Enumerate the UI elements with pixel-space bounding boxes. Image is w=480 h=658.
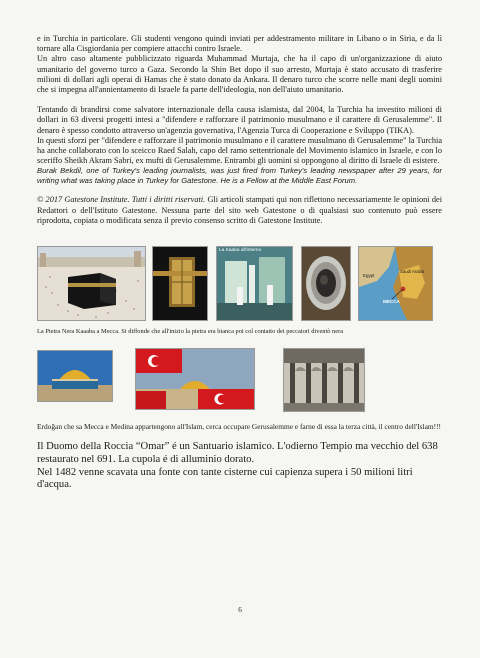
page-number: 6 <box>238 606 242 614</box>
document-page <box>37 34 442 492</box>
cistern-description: Nel 1482 venne scavata una fonte con tante cisterne cui capienza supera i 50 milioni litri d'acqua. <box>37 466 413 491</box>
photo-row-jerusalem <box>37 348 442 410</box>
photo-caption-jerusalem: Erdoğan che sa Mecca e Medina appartengono all'Islam, cerca occupare Gerusalemme e farne di essa la terza città, il centro dell'Islam!!! <box>37 422 442 432</box>
paragraph: Tentando di brandirsi come salvatore internazionale della causa islamista, dal 2004, la Turchia ha investito milioni di dollari in 63 diversi progetti intesi a "difendere e rafforzare il patrimonio musulmano e il carattere di Gerusalemme". Il denaro è spesso condotto attraverso un'agenzia governativa, l'Agenzia Turca di Cooperazione e Sviluppo (TIKA). <box>37 105 442 135</box>
paragraph: Un altro caso altamente pubblicizzato riguarda Muhammad Murtaja, che ha il capo di un'organizzazione di aiuto umanitario del governo turco a Gaza. Secondo la Shin Bet dopo il suo arresto, Murtaja è stato accusato di trasferire milioni di dollari agli operai di Hamas che è stato donato da Ankara. Il denaro turco che scorre nelle mani degli uomini che si impegna all'annientamento di Israele fa parte dell'ideologia, non dell'aiuto umanitario. <box>37 54 442 95</box>
paragraph: In questi sforzi per "difendere e rafforzare il patrimonio musulmano e il carattere musulmano di Gerusalemme" la Turchia ha anche collaborato con lo sceicco Raed Salah, capo del ramo settentrionale del Movimento islamico in Israele, e con lo sceriffo Sheikh Akram Sabri, ex mufti di Gerusalemme. Entrambi gli uomini si oppongono al diritto di Israele di esistere. <box>37 135 442 166</box>
map-label-mecca: MECCA <box>383 299 400 305</box>
mecca-map <box>358 246 433 321</box>
photo-caption-mecca: La Pietra Nera Kaaaba a Mecca. Si diffonde che all'inizio la pietra era bianca poi col contatto dei peccatori diventò nera <box>37 328 344 336</box>
author-byline: Burak Bekdil, one of Turkey's leading journalists, was just fired from Turkey's leading newspaper after 29 years, for writing what was taking place in Turkey for Gatestone. He is a Fellow at the Middle East Forum. <box>37 166 442 186</box>
photo-row-mecca <box>37 246 442 321</box>
kaaba-interior-photo <box>216 246 293 321</box>
kaaba-door-photo <box>152 246 208 321</box>
map-label-saudi-arabia: Saudi Arabia <box>400 269 425 275</box>
paragraph: e in Turchia in particolare. Gli studenti vengono quindi inviati per addestramento militare in Libano o in Siria, e da lì tornare alla Cisgiordania per compiere attacchi contro Israele. <box>37 34 442 54</box>
dome-of-the-rock-photo <box>37 350 113 402</box>
kaaba-crowd-photo <box>37 246 146 321</box>
erdogan-flags-photo <box>135 348 255 410</box>
dome-interior-photo <box>283 348 365 412</box>
photo-label: La Kaaba all'interno <box>219 248 262 254</box>
copyright-text: Gli articoli stampati qui non riflettono necessariamente le opinioni dei Redattori o dell'Istituto Gatestone. Nessuna parte del sito web Gatestone o di qualsiasi suo contenuto può essere riprodotta, copiata o modificata senza il previo consenso scritto di Gatestone Institute. <box>37 195 443 225</box>
copyright-lead: © 2017 Gatestone Institute. Tutti i diritti riservati. <box>37 195 206 205</box>
dome-description: Il Duomo della Roccia “Omar” é un Santuario islamico. L'odierno Tempio ma vecchio del 638 restaurato nel 691. La cupola é di alluminio dorato. <box>37 441 438 466</box>
black-stone-photo <box>301 246 351 321</box>
map-label-egypt: Egypt <box>363 273 375 279</box>
copyright-notice <box>37 195 442 226</box>
